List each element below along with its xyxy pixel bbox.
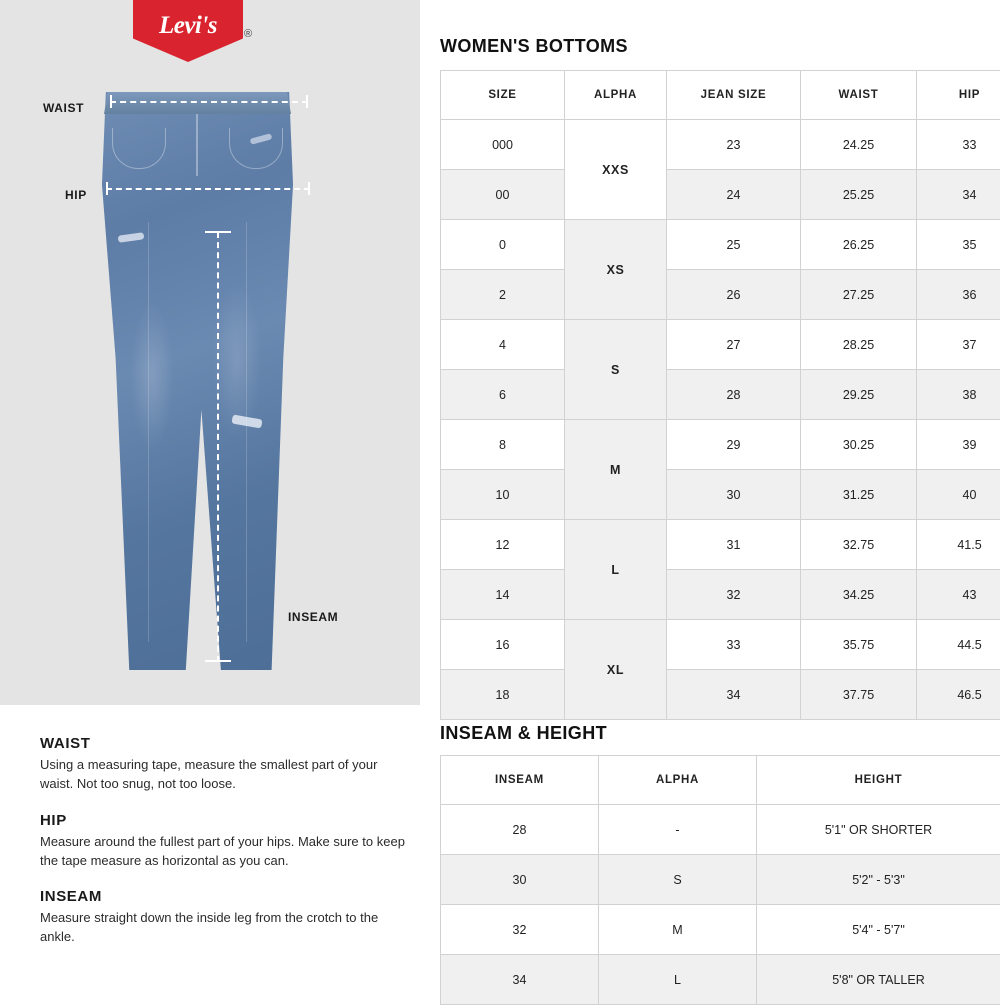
inseam-table-title: INSEAM & HEIGHT [440, 723, 607, 744]
cell-jean-size: 24 [667, 170, 801, 220]
column-header-jean-size: JEAN SIZE [667, 71, 801, 120]
table-row [441, 270, 1000, 320]
cell-size: 8 [441, 420, 565, 470]
cell-alpha: M [565, 420, 667, 520]
cell-hip: 46.5 [917, 670, 1000, 720]
cell-jean-size: 30 [667, 470, 801, 520]
cell-jean-size: 28 [667, 370, 801, 420]
jeans-waistband [104, 92, 291, 114]
column-header-waist: WAIST [801, 71, 917, 120]
cell-waist: 35.75 [801, 620, 917, 670]
cell-waist: 34.25 [801, 570, 917, 620]
table-header-row [441, 71, 1000, 120]
instruction-waist-heading: WAIST [40, 735, 410, 752]
waist-guide-tick-right [306, 95, 308, 108]
cell-hip: 34 [917, 170, 1000, 220]
column-header-hip: HIP [917, 71, 1000, 120]
cell-height: 5'4" - 5'7" [757, 905, 1000, 955]
cell-waist: 29.25 [801, 370, 917, 420]
table-row [441, 320, 1000, 370]
cell-height: 5'2" - 5'3" [757, 855, 1000, 905]
instruction-inseam-text: Measure straight down the inside leg from the crotch to the ankle. [40, 909, 410, 947]
instruction-hip-text: Measure around the fullest part of your hips. Make sure to keep the tape measure as horizontal as you can. [40, 833, 410, 871]
cell-jean-size: 33 [667, 620, 801, 670]
cell-alpha: M [599, 905, 757, 955]
hip-guide-tick-right [308, 182, 310, 195]
cell-jean-size: 32 [667, 570, 801, 620]
cell-inseam: 28 [441, 805, 599, 855]
table-header-row [441, 756, 1000, 805]
illustration-panel [0, 0, 420, 705]
jeans-fly-seam [196, 114, 198, 176]
table-row [441, 370, 1000, 420]
registered-trademark-mark: ® [244, 28, 252, 40]
cell-hip: 44.5 [917, 620, 1000, 670]
cell-hip: 37 [917, 320, 1000, 370]
cell-waist: 27.25 [801, 270, 917, 320]
table-row [441, 170, 1000, 220]
table-row [441, 670, 1000, 720]
cell-jean-size: 31 [667, 520, 801, 570]
cell-jean-size: 34 [667, 670, 801, 720]
cell-jean-size: 26 [667, 270, 801, 320]
cell-waist: 32.75 [801, 520, 917, 570]
cell-size: 14 [441, 570, 565, 620]
cell-jean-size: 27 [667, 320, 801, 370]
table-row [441, 620, 1000, 670]
cell-alpha: L [565, 520, 667, 620]
cell-hip: 41.5 [917, 520, 1000, 570]
cell-size: 10 [441, 470, 565, 520]
column-header-inseam: INSEAM [441, 756, 599, 805]
cell-alpha: XS [565, 220, 667, 320]
column-header-alpha: ALPHA [565, 71, 667, 120]
table-row [441, 805, 1000, 855]
cell-height: 5'8" OR TALLER [757, 955, 1000, 1005]
table-row [441, 220, 1000, 270]
instruction-hip [40, 812, 410, 871]
cell-hip: 39 [917, 420, 1000, 470]
cell-alpha: S [565, 320, 667, 420]
jeans-illustration [100, 92, 295, 670]
measurement-instructions [40, 735, 410, 947]
womens-bottoms-table [440, 70, 1000, 720]
cell-size: 4 [441, 320, 565, 370]
hip-guide-tick-left [106, 182, 108, 195]
waist-guide-line [110, 101, 308, 103]
table-row [441, 470, 1000, 520]
inseam-guide-tick-top [205, 231, 231, 233]
waist-guide-tick-left [110, 95, 112, 108]
cell-alpha: S [599, 855, 757, 905]
cell-alpha: XXS [565, 120, 667, 220]
cell-hip: 35 [917, 220, 1000, 270]
instruction-waist-text: Using a measuring tape, measure the smallest part of your waist. Not too snug, not too loose. [40, 756, 410, 794]
bottoms-table-title: WOMEN'S BOTTOMS [440, 36, 628, 57]
cell-waist: 37.75 [801, 670, 917, 720]
cell-hip: 40 [917, 470, 1000, 520]
instruction-hip-heading: HIP [40, 812, 410, 829]
hip-guide-line [106, 188, 310, 190]
waist-guide-label: WAIST [43, 101, 84, 115]
cell-size: 16 [441, 620, 565, 670]
table-row [441, 955, 1000, 1005]
cell-size: 000 [441, 120, 565, 170]
cell-waist: 26.25 [801, 220, 917, 270]
cell-size: 12 [441, 520, 565, 570]
table-row [441, 420, 1000, 470]
cell-waist: 25.25 [801, 170, 917, 220]
instruction-inseam-heading: INSEAM [40, 888, 410, 905]
cell-alpha: L [599, 955, 757, 1005]
cell-alpha: XL [565, 620, 667, 720]
cell-jean-size: 25 [667, 220, 801, 270]
cell-waist: 24.25 [801, 120, 917, 170]
column-header-alpha: ALPHA [599, 756, 757, 805]
cell-inseam: 32 [441, 905, 599, 955]
inseam-guide-tick-bottom [205, 660, 231, 662]
cell-waist: 31.25 [801, 470, 917, 520]
cell-size: 2 [441, 270, 565, 320]
instruction-inseam [40, 888, 410, 947]
levis-logo [133, 0, 243, 62]
inseam-guide-line [217, 232, 219, 662]
cell-waist: 28.25 [801, 320, 917, 370]
cell-jean-size: 23 [667, 120, 801, 170]
cell-hip: 33 [917, 120, 1000, 170]
cell-hip: 36 [917, 270, 1000, 320]
cell-size: 18 [441, 670, 565, 720]
cell-inseam: 30 [441, 855, 599, 905]
column-header-height: HEIGHT [757, 756, 1000, 805]
logo-wordmark: Levi's [133, 12, 243, 40]
cell-size: 0 [441, 220, 565, 270]
cell-jean-size: 29 [667, 420, 801, 470]
table-row [441, 570, 1000, 620]
cell-size: 00 [441, 170, 565, 220]
size-tables-panel [440, 0, 1000, 993]
table-row [441, 855, 1000, 905]
cell-hip: 38 [917, 370, 1000, 420]
table-row [441, 520, 1000, 570]
cell-inseam: 34 [441, 955, 599, 1005]
table-row [441, 905, 1000, 955]
cell-waist: 30.25 [801, 420, 917, 470]
jeans-fade-left [130, 302, 174, 452]
inseam-guide-label: INSEAM [288, 610, 338, 624]
cell-alpha: - [599, 805, 757, 855]
cell-size: 6 [441, 370, 565, 420]
column-header-size: SIZE [441, 71, 565, 120]
cell-hip: 43 [917, 570, 1000, 620]
instruction-waist [40, 735, 410, 794]
table-row [441, 120, 1000, 170]
cell-height: 5'1" OR SHORTER [757, 805, 1000, 855]
hip-guide-label: HIP [65, 188, 87, 202]
inseam-height-table [440, 755, 1000, 1005]
